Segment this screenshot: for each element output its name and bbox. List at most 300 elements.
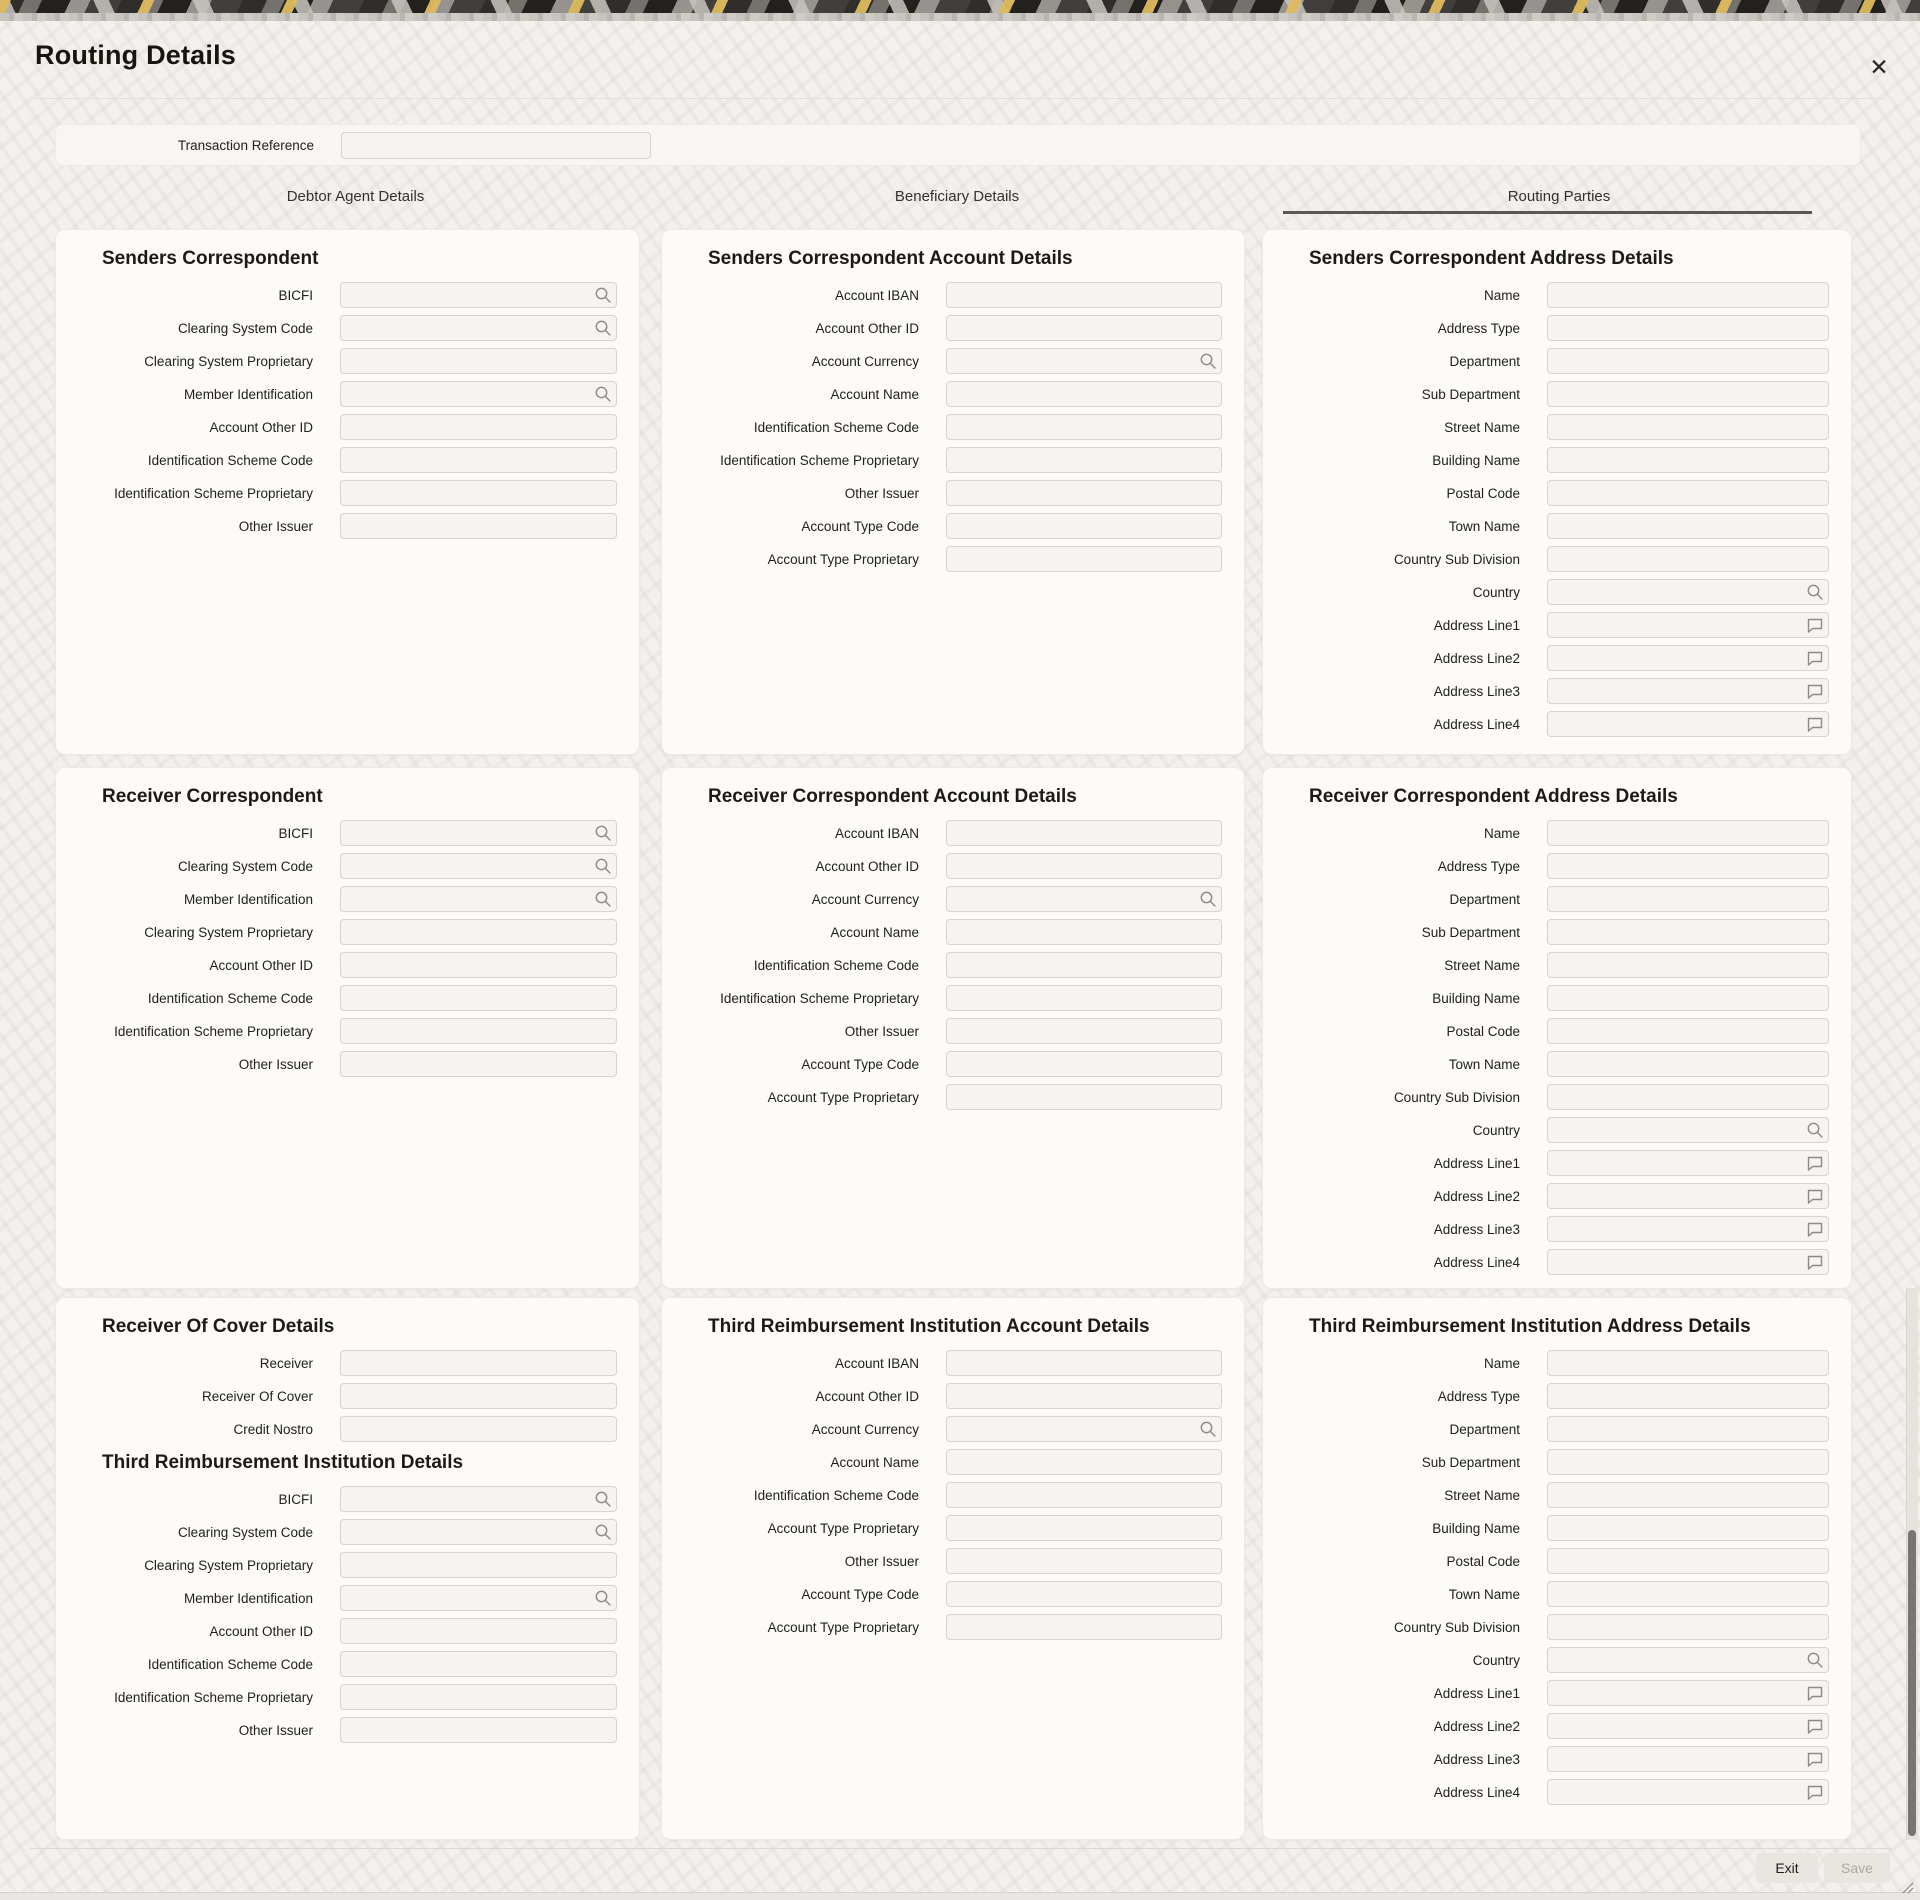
field-row [662,1449,1244,1475]
field-input-wrap [946,1018,1222,1044]
account-other-id-input[interactable] [340,414,617,440]
identification-scheme-code-input[interactable] [946,1482,1222,1508]
field-input-wrap [1547,1482,1829,1508]
credit-nostro-input[interactable] [340,1416,617,1442]
name-input[interactable] [1547,1350,1829,1376]
vertical-scrollbar-thumb[interactable] [1908,1530,1916,1836]
search-icon[interactable] [594,1490,612,1508]
section-title: Receiver Of Cover Details [102,1316,335,1337]
comment-icon[interactable] [1806,1187,1824,1205]
tab-beneficiary-details[interactable]: Beneficiary Details [894,187,1020,205]
field-input-wrap [340,315,617,341]
field-label: Identification Scheme Proprietary [114,1023,313,1039]
address-line3-input[interactable] [1547,678,1829,704]
field-input-wrap [946,447,1222,473]
field-row [56,348,639,374]
field-label: Town Name [1448,518,1520,534]
building-name-input[interactable] [1547,985,1829,1011]
sub-department-input[interactable] [1547,919,1829,945]
field-label: Clearing System Code [177,858,313,874]
field-row [56,1651,639,1677]
account-type-proprietary-input[interactable] [946,1515,1222,1541]
account-type-proprietary-input[interactable] [946,1614,1222,1640]
tab-routing-parties[interactable]: Routing Parties [1258,178,1860,214]
field-label: Department [1449,353,1520,369]
resize-handle-icon[interactable] [1900,1880,1914,1894]
clearing-system-proprietary-input[interactable] [340,1552,617,1578]
search-icon[interactable] [1806,1651,1824,1669]
street-name-input[interactable] [1547,1482,1829,1508]
account-type-code-input[interactable] [946,1581,1222,1607]
field-row [1263,1482,1851,1508]
name-input[interactable] [1547,820,1829,846]
department-input[interactable] [1547,1416,1829,1442]
department-input[interactable] [1547,886,1829,912]
receiver-of-cover-input[interactable] [340,1383,617,1409]
search-icon[interactable] [1806,1121,1824,1139]
field-row [1263,1117,1851,1143]
field-label: Member Identification [183,1590,313,1606]
field-label: Member Identification [183,891,313,907]
field-input-wrap [946,381,1222,407]
clearing-system-proprietary-input[interactable] [340,348,617,374]
field-row [1263,1614,1851,1640]
identification-scheme-code-input[interactable] [340,1651,617,1677]
field-label: Receiver Of Cover [201,1388,313,1404]
field-input-wrap [946,1581,1222,1607]
field-label: Account Currency [811,1421,919,1437]
field-label: Name [1483,287,1520,303]
field-label: Address Line2 [1433,650,1520,666]
search-icon[interactable] [594,1589,612,1607]
department-input[interactable] [1547,348,1829,374]
name-input[interactable] [1547,282,1829,308]
field-input-wrap [340,1717,617,1743]
field-label: Address Line1 [1433,617,1520,633]
field-label: Country Sub Division [1393,1089,1520,1105]
account-iban-input[interactable] [946,820,1222,846]
field-label: Other Issuer [844,1023,919,1039]
town-name-input[interactable] [1547,1581,1829,1607]
field-label: Other Issuer [238,518,313,534]
field-row [662,853,1244,879]
street-name-input[interactable] [1547,952,1829,978]
field-input-wrap [1547,480,1829,506]
field-input-wrap [340,1051,617,1077]
identification-scheme-proprietary-input[interactable] [946,447,1222,473]
search-icon[interactable] [594,890,612,908]
country-input[interactable] [1547,579,1829,605]
field-label: Town Name [1448,1586,1520,1602]
account-name-input[interactable] [946,919,1222,945]
section-card [1262,767,1852,1289]
field-row [56,315,639,341]
save-button[interactable]: Save [1824,1853,1890,1883]
section-card [661,229,1245,755]
field-input-wrap [340,985,617,1011]
comment-icon[interactable] [1806,1750,1824,1768]
field-input-wrap [340,447,617,473]
field-row [662,381,1244,407]
section-card [55,767,640,1289]
field-row [662,348,1244,374]
bicfi-input[interactable] [340,282,617,308]
field-input-wrap [946,985,1222,1011]
field-label: Address Line2 [1433,1188,1520,1204]
field-label: Account Other ID [209,957,313,973]
field-input-wrap [1547,1680,1829,1706]
field-label: Address Line1 [1433,1155,1520,1171]
field-label: Account Other ID [815,858,919,874]
field-label: Address Line4 [1433,1254,1520,1270]
member-identification-input[interactable] [340,381,617,407]
transaction-reference-bar [55,124,1861,166]
field-input-wrap [1547,579,1829,605]
sub-department-input[interactable] [1547,381,1829,407]
section-title: Senders Correspondent [102,248,319,269]
field-label: Clearing System Code [177,320,313,336]
address-line2-input[interactable] [1547,1713,1829,1739]
postal-code-input[interactable] [1547,1548,1829,1574]
search-icon[interactable] [594,824,612,842]
field-label: Account Type Code [801,1586,919,1602]
page-title: Routing Details [35,40,237,70]
field-row [1263,513,1851,539]
address-line3-input[interactable] [1547,1216,1829,1242]
field-row [662,1051,1244,1077]
field-input-wrap [1547,1614,1829,1640]
section-title: Receiver Correspondent Account Details [708,786,1077,807]
field-input-wrap [1547,1449,1829,1475]
country-sub-division-input[interactable] [1547,1614,1829,1640]
account-other-id-input[interactable] [340,952,617,978]
field-label: Postal Code [1446,1553,1520,1569]
account-currency-input[interactable] [946,1416,1222,1442]
field-label: Other Issuer [238,1722,313,1738]
field-label: Receiver [259,1355,313,1371]
other-issuer-input[interactable] [340,1717,617,1743]
postal-code-input[interactable] [1547,1018,1829,1044]
field-input-wrap [1547,414,1829,440]
field-row [1263,1084,1851,1110]
receiver-input[interactable] [340,1350,617,1376]
field-label: Name [1483,825,1520,841]
field-input-wrap [1547,1581,1829,1607]
identification-scheme-proprietary-input[interactable] [340,1018,617,1044]
field-input-wrap [1547,1051,1829,1077]
field-row [1263,1647,1851,1673]
account-other-id-input[interactable] [946,1383,1222,1409]
transaction-reference-input[interactable] [341,132,651,159]
account-iban-input[interactable] [946,282,1222,308]
address-line2-input[interactable] [1547,1183,1829,1209]
section-title: Receiver Correspondent [102,786,323,807]
field-row [662,985,1244,1011]
search-icon[interactable] [594,1523,612,1541]
account-other-id-input[interactable] [946,315,1222,341]
address-line4-input[interactable] [1547,1779,1829,1805]
exit-button[interactable]: Exit [1756,1853,1818,1883]
field-label: Street Name [1444,419,1520,435]
account-currency-input[interactable] [946,886,1222,912]
top-camo-strip [0,0,1920,13]
field-input-wrap [340,919,617,945]
other-issuer-input[interactable] [340,1051,617,1077]
field-input-wrap [1547,645,1829,671]
field-label: Town Name [1448,1056,1520,1072]
bicfi-input[interactable] [340,820,617,846]
section-title: Receiver Correspondent Address Details [1309,786,1678,807]
transaction-reference-label: Transaction Reference [177,138,314,153]
field-row [56,414,639,440]
field-label: Identification Scheme Proprietary [114,1689,313,1705]
account-name-input[interactable] [946,1449,1222,1475]
field-label: Address Line1 [1433,1685,1520,1701]
field-label: Department [1449,891,1520,907]
account-type-proprietary-input[interactable] [946,546,1222,572]
building-name-input[interactable] [1547,1515,1829,1541]
address-line1-input[interactable] [1547,1680,1829,1706]
clearing-system-code-input[interactable] [340,315,617,341]
field-input-wrap [1547,1150,1829,1176]
town-name-input[interactable] [1547,513,1829,539]
town-name-input[interactable] [1547,1051,1829,1077]
identification-scheme-code-input[interactable] [946,952,1222,978]
account-type-proprietary-input[interactable] [946,1084,1222,1110]
identification-scheme-proprietary-input[interactable] [340,1684,617,1710]
field-row [1263,348,1851,374]
field-row [1263,1713,1851,1739]
field-input-wrap [1547,1249,1829,1275]
field-row [1263,282,1851,308]
address-type-input[interactable] [1547,315,1829,341]
sub-department-input[interactable] [1547,1449,1829,1475]
field-row [662,886,1244,912]
search-icon[interactable] [1199,352,1217,370]
field-input-wrap [340,414,617,440]
address-line2-input[interactable] [1547,645,1829,671]
comment-icon[interactable] [1806,715,1824,733]
field-input-wrap [1547,1647,1829,1673]
field-row [1263,546,1851,572]
field-label: Address Type [1437,320,1520,336]
field-input-wrap [1547,1548,1829,1574]
address-line3-input[interactable] [1547,1746,1829,1772]
field-input-wrap [340,886,617,912]
field-label: Account Type Code [801,518,919,534]
identification-scheme-code-input[interactable] [946,414,1222,440]
section-title: Senders Correspondent Address Details [1309,248,1674,269]
field-row [1263,1746,1851,1772]
comment-icon[interactable] [1806,616,1824,634]
field-row [56,1018,639,1044]
field-row [1263,1680,1851,1706]
comment-icon[interactable] [1806,1684,1824,1702]
field-label: Country [1472,1652,1520,1668]
title-divider [35,98,1885,99]
close-icon[interactable]: ✕ [1869,53,1889,80]
building-name-input[interactable] [1547,447,1829,473]
field-row [662,414,1244,440]
field-row [662,1482,1244,1508]
field-input-wrap [946,282,1222,308]
other-issuer-input[interactable] [946,480,1222,506]
field-row [662,1515,1244,1541]
field-label: Account Other ID [815,1388,919,1404]
member-identification-input[interactable] [340,886,617,912]
field-input-wrap [946,1515,1222,1541]
field-label: Account Other ID [209,419,313,435]
section-card [661,1297,1245,1840]
field-row [662,1018,1244,1044]
field-label: Identification Scheme Proprietary [114,485,313,501]
field-input-wrap [946,1051,1222,1077]
account-name-input[interactable] [946,381,1222,407]
identification-scheme-code-input[interactable] [340,447,617,473]
field-label: Clearing System Proprietary [144,924,313,940]
country-input[interactable] [1547,1117,1829,1143]
field-input-wrap [1547,1350,1829,1376]
field-label: Sub Department [1421,386,1520,402]
account-other-id-input[interactable] [340,1618,617,1644]
identification-scheme-code-input[interactable] [340,985,617,1011]
field-input-wrap [946,1350,1222,1376]
field-row [662,952,1244,978]
field-row [1263,414,1851,440]
field-label: Country Sub Division [1393,1619,1520,1635]
field-row [56,1051,639,1077]
field-row [662,447,1244,473]
field-label: Clearing System Code [177,1524,313,1540]
field-row [56,985,639,1011]
field-input-wrap [340,1618,617,1644]
field-label: Clearing System Proprietary [144,1557,313,1573]
search-icon[interactable] [594,385,612,403]
search-icon[interactable] [1199,890,1217,908]
country-sub-division-input[interactable] [1547,546,1829,572]
field-input-wrap [340,513,617,539]
comment-icon[interactable] [1806,682,1824,700]
field-label: Country [1472,1122,1520,1138]
search-icon[interactable] [594,857,612,875]
field-label: BICFI [278,1491,313,1507]
comment-icon[interactable] [1806,1220,1824,1238]
field-row [662,1581,1244,1607]
account-currency-input[interactable] [946,348,1222,374]
field-input-wrap [340,1684,617,1710]
comment-icon[interactable] [1806,1783,1824,1801]
field-label: Account Type Proprietary [767,1619,919,1635]
field-input-wrap [946,1548,1222,1574]
section-card [55,229,640,755]
field-input-wrap [340,1350,617,1376]
postal-code-input[interactable] [1547,480,1829,506]
address-type-input[interactable] [1547,853,1829,879]
identification-scheme-proprietary-input[interactable] [946,985,1222,1011]
field-row [56,919,639,945]
field-input-wrap [946,919,1222,945]
other-issuer-input[interactable] [946,1018,1222,1044]
field-input-wrap [340,1552,617,1578]
field-row [56,282,639,308]
comment-icon[interactable] [1806,1253,1824,1271]
field-row [662,546,1244,572]
field-row [662,315,1244,341]
country-input[interactable] [1547,1647,1829,1673]
search-icon[interactable] [1806,583,1824,601]
comment-icon[interactable] [1806,1154,1824,1172]
field-input-wrap [946,414,1222,440]
comment-icon[interactable] [1806,649,1824,667]
search-icon[interactable] [594,286,612,304]
account-type-code-input[interactable] [946,513,1222,539]
account-other-id-input[interactable] [946,853,1222,879]
other-issuer-input[interactable] [946,1548,1222,1574]
account-iban-input[interactable] [946,1350,1222,1376]
comment-icon[interactable] [1806,1717,1824,1735]
field-row [56,1383,639,1409]
field-label: Account IBAN [834,825,919,841]
field-label: Account Type Proprietary [767,551,919,567]
bicfi-input[interactable] [340,1486,617,1512]
field-row [662,1548,1244,1574]
field-input-wrap [946,480,1222,506]
search-icon[interactable] [594,319,612,337]
country-sub-division-input[interactable] [1547,1084,1829,1110]
field-label: Address Line3 [1433,1751,1520,1767]
field-input-wrap [1547,1183,1829,1209]
address-line4-input[interactable] [1547,711,1829,737]
field-row [1263,1779,1851,1805]
address-line1-input[interactable] [1547,612,1829,638]
member-identification-input[interactable] [340,1585,617,1611]
field-label: Postal Code [1446,485,1520,501]
field-input-wrap [946,1614,1222,1640]
field-input-wrap [1547,952,1829,978]
field-label: Identification Scheme Proprietary [720,452,919,468]
address-line1-input[interactable] [1547,1150,1829,1176]
field-input-wrap [946,348,1222,374]
field-row [1263,1216,1851,1242]
field-input-wrap [340,1519,617,1545]
identification-scheme-proprietary-input[interactable] [340,480,617,506]
field-input-wrap [1547,513,1829,539]
search-icon[interactable] [1199,1420,1217,1438]
field-input-wrap [1547,711,1829,737]
field-row [56,820,639,846]
section-card [661,767,1245,1289]
clearing-system-code-input[interactable] [340,853,617,879]
field-label: Identification Scheme Code [147,452,313,468]
field-row [1263,1416,1851,1442]
address-line4-input[interactable] [1547,1249,1829,1275]
field-label: Building Name [1432,1520,1520,1536]
field-label: Identification Scheme Code [147,990,313,1006]
other-issuer-input[interactable] [340,513,617,539]
field-label: Address Line3 [1433,683,1520,699]
section-title: Third Reimbursement Institution Details [102,1452,464,1473]
clearing-system-proprietary-input[interactable] [340,919,617,945]
address-type-input[interactable] [1547,1383,1829,1409]
field-label: Account Type Proprietary [767,1520,919,1536]
account-type-code-input[interactable] [946,1051,1222,1077]
field-label: Street Name [1444,957,1520,973]
clearing-system-code-input[interactable] [340,1519,617,1545]
tab-debtor-agent-details[interactable]: Debtor Agent Details [286,187,425,205]
street-name-input[interactable] [1547,414,1829,440]
field-input-wrap [1547,1383,1829,1409]
field-input-wrap [1547,985,1829,1011]
